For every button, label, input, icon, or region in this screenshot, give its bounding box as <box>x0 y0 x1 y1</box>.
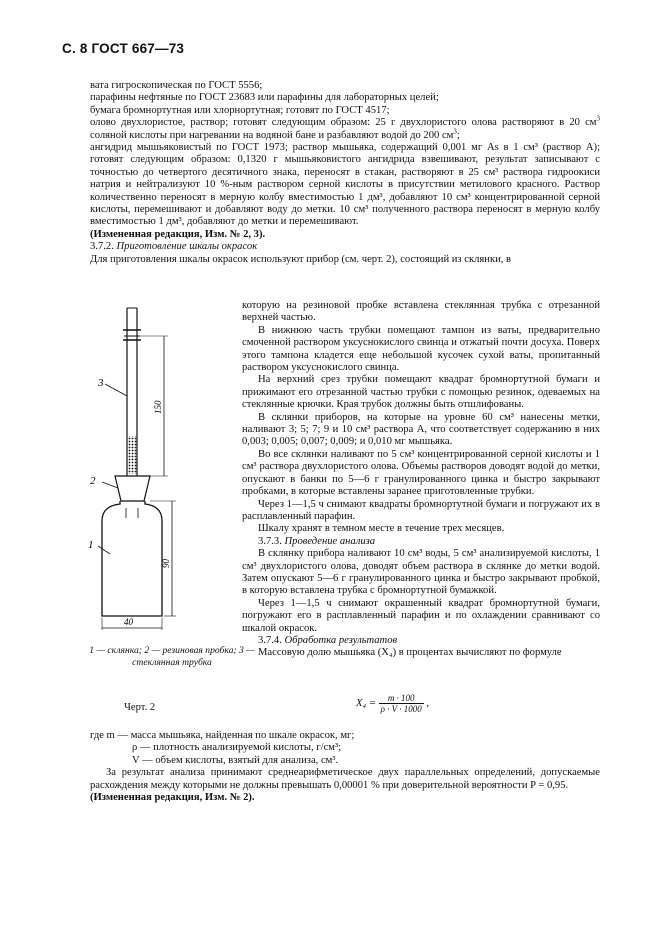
rubber-stopper <box>115 476 150 501</box>
paragraph: На верхний срез трубки помещают квадрат бромнортутной бумаги и прижимают его отрезанной частью трубки с помощью резинок, одеваемых на стеклянные крючки. Края трубок должны быть отшлифованы. <box>242 374 600 411</box>
label-3: 3 <box>98 377 104 389</box>
paragraph: В склянки приборов, на которые на уровне 60 см³ нанесены метки, наливают 3; 5; 7; 9 и 10 см³ раствора А, что соответствует содержанию в них 0,003; 0,005; 0,007; 0,009; и 0,010 мг мышьяка. <box>242 411 600 448</box>
edit-note: (Измененная редакция, Изм. № 2). <box>90 792 255 804</box>
paragraph: ангидрид мышьяковистый по ГОСТ 1973; раствор мышьяка, содержащий 0,001 мг As в 1 см³ (раствор А); готовят следующим образом: 0,1320 г мышьяковистого ангидрида взвешивают, результат записывают с точностью до четвертого десятичного знака, переносят в стакан, растворяют в 25 см³ раствора гидроокиси натрия и нейтрализуют 10 %-ным раствором серной кислоты в присутствии метилового красного. Раствор количественно переносят в мерную колбу вместимостью 1 дм³, добавляют 10 см³ концентрированной серной кислоты, перемешивают и добавляют воду до метки. 10 см³ полученного раствора переносят в мерную колбу вместимостью 1 дм³, добавляют до метки и перемешивают. <box>90 142 600 228</box>
section-heading: 3.7.4. Обработка результатов <box>258 634 398 646</box>
paragraph: Через 1—1,5 ч снимают окрашенный квадрат бромнортутной бумаги, погружают его в расплавленный парафин и по охлаждении сравнивают со шкалой окрасок. <box>242 597 600 634</box>
paragraph: V — объем кислоты, взятый для анализа, см³. <box>132 754 339 766</box>
edit-note: (Измененная редакция, Изм. № 2, 3). <box>90 228 266 240</box>
paragraph: В нижнюю часть трубки помещают тампон из ваты, предварительно смоченной раствором уксуснокислого свинца и отжатый почти досуха. Поверх этого тампона кладется еще небольшой кусочек сухой ваты, пропитанный раствором уксуснокислого свинца. <box>242 324 600 374</box>
right-column-text <box>242 300 600 660</box>
section-heading: 3.7.3. Проведение анализа <box>258 535 376 547</box>
paragraph: Во все склянки наливают по 5 см³ концентрированной серной кислоты и 1 см³ раствора двухлористого олова. Объемы растворов доводят водой до метки, опускают в банки по 5—6 г гранулированного цинка и быстро закрывают пробками, в которые вставлены заранее приготовленные трубки. <box>242 448 600 498</box>
paragraph: бумага бромнортутная или хлорнортутная; готовят по ГОСТ 4517; <box>90 104 390 116</box>
paragraph: парафины нефтяные по ГОСТ 23683 или парафины для лабораторных целей; <box>90 92 439 104</box>
dim-40: 40 <box>124 617 133 627</box>
paragraph: Массовую долю мышьяка (X₄) в процентах вычисляют по формуле <box>258 647 562 659</box>
figure-caption: 1 — склянка; 2 — резиновая пробка; 3 — стеклянная трубка <box>89 645 255 668</box>
paragraph: вата гигроскопическая по ГОСТ 5556; <box>90 80 263 91</box>
cotton-wool <box>128 436 137 474</box>
paragraph: где m — масса мышьяка, найденная по шкале окрасок, мг; <box>90 730 355 741</box>
bottle <box>102 501 162 616</box>
bottom-text-block <box>90 730 600 804</box>
paragraph: олово двухлористое, раствор; готовят следующим образом: 25 г двухлористого олова растворяют в 20 $см^3$ соляной кислоты при нагревании на водяной бане и разбавляют водой до 200 $см^3$; <box>90 114 600 141</box>
dim-150: 150 <box>153 400 163 414</box>
formula: X₄ = $\frac{m \cdot 100}{\rho \cdot V \cdot 1000}$ , <box>356 693 430 714</box>
page-header: С. 8 ГОСТ 667—73 <box>62 41 185 56</box>
paragraph: В склянку прибора наливают 10 см³ воды, 5 см³ анализируемой кислоты, 1 см³ двухлористого олова, доводят объем раствора в склянке до метки водой. Затем опускают 5—6 г гранулированного цинка и быстро закрывают пробкой, в которую вставлена трубка с бромнортутной бумажкой. <box>242 548 600 597</box>
paragraph: За результат анализа принимают среднеарифметическое двух параллельных определений, допускаемые расхождения между которыми не должны превышать 0,00001 % при доверительной вероятности P = 0,95. <box>90 767 600 791</box>
paragraph: Шкалу хранят в темном месте в течение трех месяцев. <box>258 523 505 535</box>
apparatus-drawing <box>80 296 250 641</box>
figure-title: Черт. 2 <box>124 702 156 713</box>
paragraph: ρ — плотность анализируемой кислоты, г/см³; <box>132 742 342 754</box>
paragraph: Через 1—1,5 ч снимают квадраты бромнортутной бумаги и погружают их в расплавленный парафин. <box>242 498 600 522</box>
paragraph: Для приготовления шкалы окрасок используют прибор (см. черт. 2), состоящий из склянки, в <box>90 253 512 265</box>
label-2: 2 <box>90 475 96 487</box>
paragraph: которую на резиновой пробке вставлена стеклянная трубка с отрезанной верхней частью. <box>242 300 600 324</box>
top-text-block <box>90 80 600 266</box>
label-1: 1 <box>88 539 94 551</box>
dim-90: 90 <box>161 559 171 568</box>
section-heading: 3.7.2. Приготовление шкалы окрасок <box>90 241 258 253</box>
